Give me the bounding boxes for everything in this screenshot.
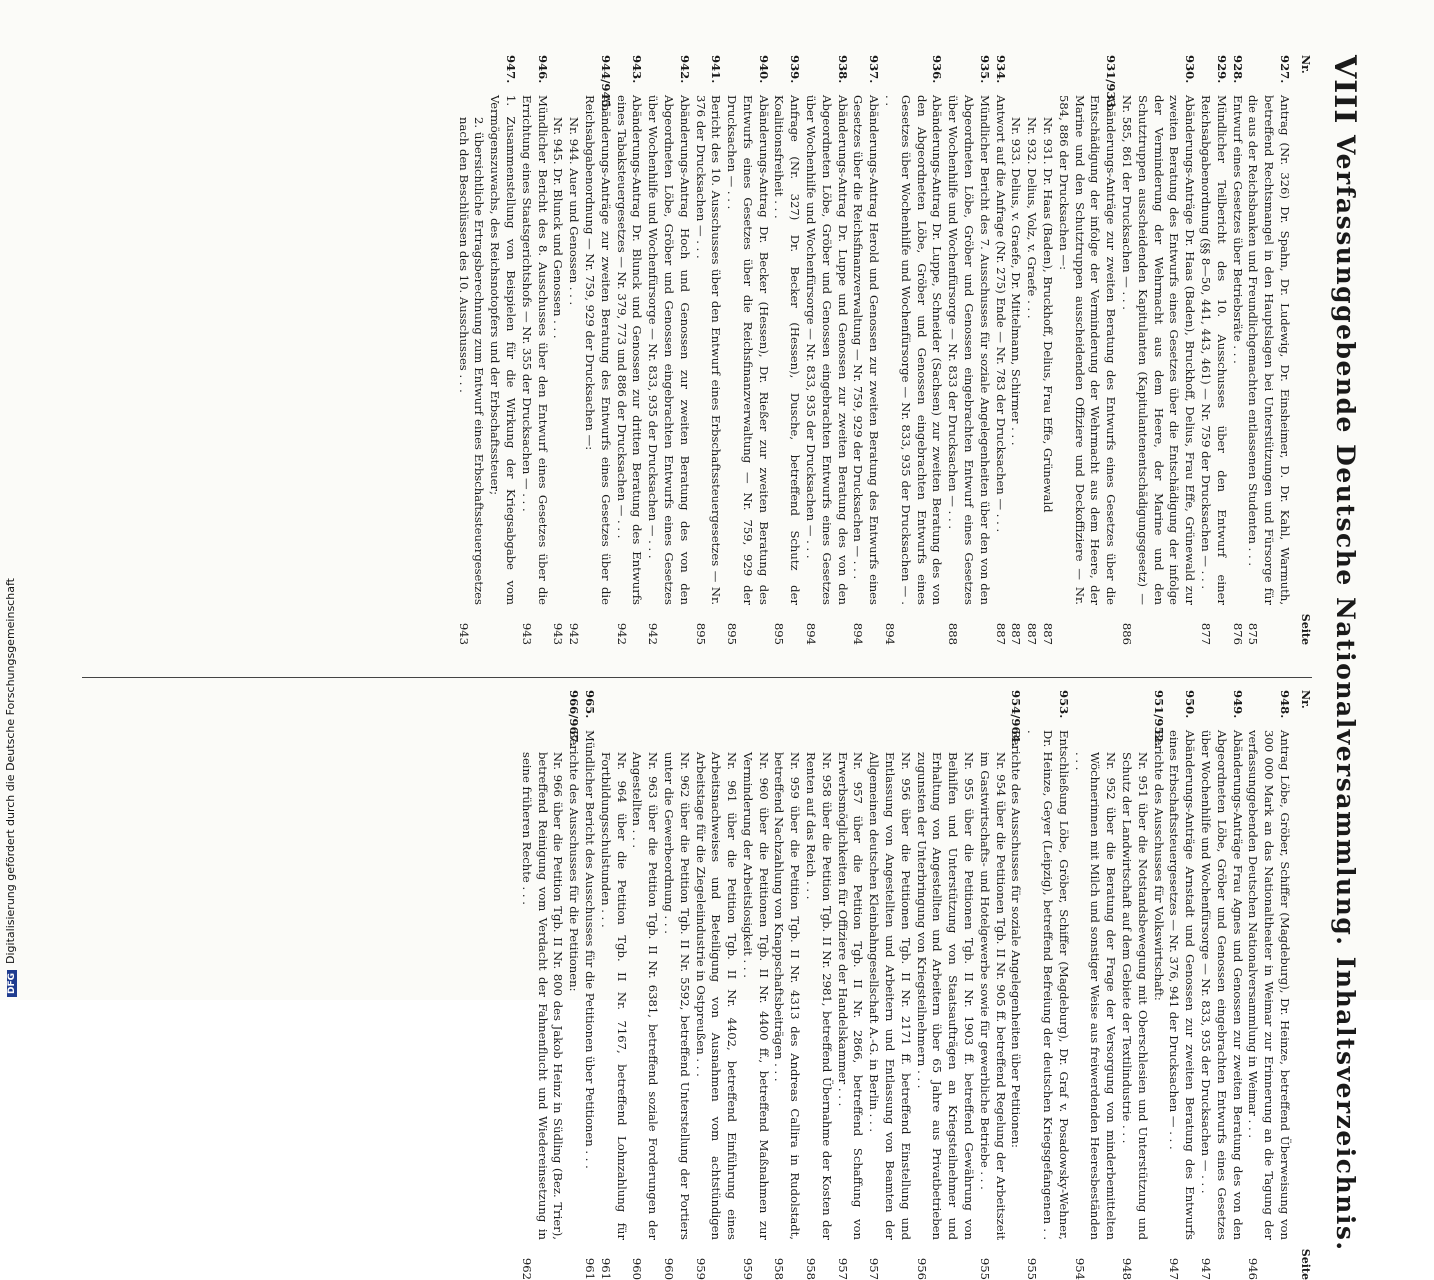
column-divider — [82, 677, 1312, 678]
toc-entry-text: Berichte des Ausschusses für soziale Angelegenheiten über Petitionen: — [1009, 730, 1024, 1148]
toc-entry-page: 959 — [740, 1257, 755, 1280]
toc-entry-number: 947. — [503, 55, 518, 84]
toc-entry-number: 940. — [756, 55, 771, 84]
toc-entry — [518, 690, 565, 1280]
toc-entry — [739, 690, 771, 1280]
toc-entry-page: 942 — [646, 622, 661, 645]
toc-entry-number: 930. — [1183, 55, 1198, 84]
toc-entry-page: 943 — [551, 622, 566, 645]
toc-entry-text: Nr. 945. Dr. Blunck und Genossen . . . — [551, 117, 566, 339]
toc-entry-number: 950. — [1183, 690, 1198, 719]
toc-entry-page: 877 — [1199, 622, 1214, 645]
toc-entry — [913, 690, 976, 1280]
toc-entry-page: 960 — [661, 1257, 676, 1280]
right-column — [82, 690, 1312, 1280]
toc-entry — [865, 690, 912, 1280]
toc-entry — [597, 690, 629, 1280]
toc-entry — [1008, 690, 1024, 1280]
toc-entry-text: 2. übersichtliche Ertragsberechnung zum Entwurf eines Erbschaftssteuergesetzes nach den Beschlüssen des 10. Ausschusses . . . — [456, 117, 487, 605]
toc-entry-page: 894 — [851, 622, 866, 645]
toc-entry — [1150, 690, 1166, 1280]
toc-entry-page: 947 — [1199, 1257, 1214, 1280]
digitization-credit — [4, 0, 17, 997]
toc-entry-page: 960 — [630, 1257, 645, 1280]
rotated-page — [62, 55, 1362, 1280]
toc-entry-text: Mündlicher Bericht des 8. Ausschusses über den Entwurf eines Gesetzes über die Errichtung eines Staatsgerichtshofs — Nr. 355 der Drucksachen — . . . — [519, 95, 550, 605]
toc-entry-text: Abänderungs-Antrag Dr. Luppe, Schneider (Sachsen) zur zweiten Beratung des von den Abgeordneten Löbe, Gröber und Genossen eingebrachten Entwurfs eines Gesetzes über Wochenhilfe und Wochenfürsorge — Nr. 833, 935 der Drucksachen — . . . — [883, 95, 945, 605]
toc-entry-number: 951/952. — [1151, 690, 1166, 747]
toc-entry-text: Nr. 961 über die Petition Tgb. II Nr. 4402, betreffend Einführung eines Arbeitsnachweises und Beteiligung von Ausnahmen vom achtstündigen Arbeitstage für die Ziegeleiindustrie in Ostpreußen . . . — [693, 752, 740, 1240]
toc-entry-number: 942. — [677, 55, 692, 84]
toc-entry — [565, 690, 581, 1280]
toc-entry-text: Abänderungs-Antrag Dr. Blunck und Genossen zur dritten Beratung des Entwurfs eines Tabaksteuergesetzes — Nr. 379, 773 und 886 der Drucksachen — . . . — [614, 95, 645, 605]
column-header — [1298, 690, 1312, 1280]
toc-entry-text: Nr. 959 über die Petition Tgb. II Nr. 4313 des Andreas Callira in Rudolstadt, betreffend Nachzahlung von Knappschaftsbeiträgen . . . — [772, 752, 803, 1240]
toc-entry-number: 939. — [788, 55, 803, 84]
toc-entry-page: 876 — [1230, 622, 1245, 645]
toc-entry-number: 936. — [930, 55, 945, 84]
left-column — [82, 55, 1312, 645]
toc-entry-page: 955 — [977, 1257, 992, 1280]
toc-entry-number: 954/964. — [1009, 690, 1024, 747]
toc-entry-page: 959 — [693, 1257, 708, 1280]
toc-entry-text: Berichte des Ausschusses für die Petitionen: — [567, 730, 582, 992]
toc-entry-text: Anfrage (Nr. 327) Dr. Becker (Hessen), Dusche, betreffend Schutz der Koalitionsfreiheit . . . — [772, 95, 803, 605]
toc-entry-page: 948 — [1120, 1257, 1135, 1280]
toc-entry-text: Abänderungs-Antrag Dr. Becker (Hessen), Dr. Rießer zur zweiten Beratung des Entwurfs eines Gesetzes über die Reichsfinanzverwaltung — Nr. 759, 929 der Drucksachen — . . . — [725, 95, 771, 605]
toc-entry — [644, 55, 691, 645]
toc-entry — [1023, 55, 1039, 645]
toc-entry — [692, 55, 724, 645]
toc-entry-text: Abänderungs-Anträge Frau Agnes und Genossen zur zweiten Beratung des von den Abgeordneten Löbe, Gröber und Genossen eingebrachten Entwurfs eines Gesetzes über Wochenhilfe und Wochenfürsorge — Nr. 833, 935 der Drucksachen — . . . — [1199, 730, 1245, 1240]
toc-entry-page: 895 — [693, 622, 708, 645]
toc-entry-page: 943 — [519, 622, 534, 645]
toc-entry-number: 929. — [1214, 55, 1229, 84]
toc-entry — [1229, 55, 1245, 645]
toc-entry — [1008, 55, 1024, 645]
toc-entry-number: 948. — [1278, 690, 1292, 719]
toc-entry — [1071, 690, 1118, 1280]
toc-entry-page: 946 — [1246, 1257, 1261, 1280]
toc-entry-text: Antrag (Nr. 326) Dr. Spahn, Dr. Ludewig, Dr. Einsheimer, D. Dr. Kahl, Warmuth, betreffend Rechtsmangel in den Hauptslagen bei Unterstützungen und Fürsorge für die aus der Reichsbanken und Freundlichgemachten entlassenen Studenten . . . — [1246, 95, 1292, 605]
toc-entry — [944, 55, 991, 645]
toc-entry — [660, 690, 692, 1280]
toc-entry — [1197, 690, 1244, 1280]
toc-entry-text: Entschließung Löbe, Gröber, Schiffer (Magdeburg), Dr. Graf v. Posadowsky-Wehner, Dr. Heinze, Geyer (Leipzig), betreffend Befreiung der deutschen Kriegsgefangenen . . . — [1025, 730, 1071, 1240]
page-title: Verfassunggebende Deutsche Nationalversammlung. Inhaltsverzeichnis. — [1331, 135, 1360, 1252]
toc-entry — [802, 690, 834, 1280]
toc-entry-number: 946. — [535, 55, 550, 84]
toc-entry-page: 957 — [867, 1257, 882, 1280]
toc-entry — [455, 55, 487, 645]
toc-entry-number: 938. — [835, 55, 850, 84]
toc-entry-text: Mündlicher Bericht des 7. Ausschusses für soziale Angelegenheiten über den von den Abgeordneten Löbe, Gröber und Genossen eingebrachten Entwurf eines Gesetzes über Wochenhilfe und Wochenfürsorge — Nr. 833 der Drucksachen — . . . — [946, 95, 992, 605]
toc-entry-page: 886 — [1120, 622, 1135, 645]
toc-entry — [1039, 55, 1055, 645]
toc-list — [455, 55, 1292, 645]
toc-entry-text: Bericht des 10. Ausschusses über den Entwurf eines Erbschaftssteuergesetzes — Nr. 376 der Drucksachen — . . . — [693, 95, 724, 605]
toc-entry-page: 887 — [1009, 622, 1024, 645]
toc-entry-text: 1. Zusammenstellung von Beispielen für die Wirkung der Kriegsabgabe vom Vermögenszuwachs, des Reichsnotopfers und der Erbschaftssteuer; — [488, 95, 518, 605]
toc-entry-text: Nr. 964 über die Petition Tgb. II Nr. 7167, betreffend Lohnzahlung für Fortbildungsschulstunden . . . — [598, 752, 629, 1240]
toc-entry-page: 957 — [835, 1257, 850, 1280]
toc-entry-text: Abänderungs-Antrag Herold und Genossen zur zweiten Beratung des Entwurfs eines Gesetzes über die Reichsfinanzverwaltung — Nr. 759, 929 der Drucksachen — . . . — [851, 95, 882, 605]
toc-entry — [1055, 55, 1118, 645]
toc-entry-text: Nr. 932. Delius, Volz, v. Graefe . . . — [1025, 117, 1040, 319]
toc-entry — [1245, 690, 1292, 1280]
toc-entry-page: 961 — [582, 1257, 597, 1280]
toc-entry — [1023, 690, 1070, 1280]
toc-entry — [771, 690, 803, 1280]
toc-entry — [581, 690, 597, 1280]
toc-entry-page: 958 — [804, 1257, 819, 1280]
toc-entry-text: Abänderungs-Anträge Arnstadt und Genossen zur zweiten Beratung des Entwurfs eines Erbschaftssteuergesetzes — Nr. 376, 941 der Drucksachen — . . . — [1167, 730, 1198, 1240]
toc-entry — [581, 55, 613, 645]
toc-entry-text: Berichte des Ausschusses für Volkswirtschaft: — [1151, 730, 1166, 1001]
toc-entry-text: Nr. 966 über die Petition Tgb. II Nr. 800 des Jakob Heinz in Südling (Bez. Trier), betreffend Reinigung vom Verdacht der Fahnenflucht und Wiedereinsetzung in seine früheren Rechte . . . — [519, 752, 566, 1240]
toc-entry-page: 962 — [519, 1257, 534, 1280]
page-number-roman: VIII — [1327, 55, 1362, 125]
toc-entry — [834, 690, 866, 1280]
toc-entry-page: 942 — [614, 622, 629, 645]
toc-entry-text: Nr. 956 über die Petitionen Tgb. II Nr. 2171 ff. betreffend Einstellung und Entlassung von Angestellten und Arbeitern und Entlassung von Beamten der Allgemeinen deutschen Kleinbahngesellschaft A.-G. in Berlin . . . — [867, 752, 913, 1240]
toc-entry — [881, 55, 944, 645]
toc-entry-number: 927. — [1278, 55, 1292, 84]
toc-entry — [550, 55, 566, 645]
toc-entry — [629, 690, 661, 1280]
toc-entry — [486, 55, 518, 645]
toc-entry — [976, 690, 1008, 1280]
toc-entry — [1245, 55, 1292, 645]
toc-entry-number: 949. — [1230, 690, 1245, 719]
toc-entry-page: 943 — [456, 622, 471, 645]
toc-entry — [771, 55, 803, 645]
toc-entry-page: 887 — [1025, 622, 1040, 645]
toc-entry-number: 953. — [1056, 690, 1071, 719]
toc-entry-number: 937. — [867, 55, 882, 84]
toc-entry — [518, 55, 550, 645]
toc-entry-page: 895 — [772, 622, 787, 645]
toc-entry-text: Antwort auf die Anfrage (Nr. 275) Ende — Nr. 783 der Drucksachen — . . . — [993, 95, 1008, 533]
toc-entry-page: 895 — [725, 622, 740, 645]
toc-entry-number: 943. — [630, 55, 645, 84]
toc-entry-text: Nr. 931. Dr. Haas (Baden), Bruckhoff, Delius, Frau Effe, Grünewald — [1041, 117, 1056, 513]
digitization-credit-text: Digitalisierung gefördert durch die Deutsche Forschungsgemeinschaft — [4, 578, 17, 964]
toc-entry-text: Nr. 933. Delius, v. Graefe, Dr. Mittelmann, Schirmer . . . — [1009, 117, 1024, 446]
toc-list — [518, 690, 1292, 1280]
toc-entry-text: Abänderungs-Anträge Dr. Haas (Baden), Bruckhoff, Delius, Frau Effe, Grünewald zur zweiten Beratung des Entwurfs eines Gesetzes über die Entschädigung der infolge der Verminderung der Wehrmacht aus dem Heere, der Marine und den Schutztruppen ausscheidenden Kapitulanten (Kapitulantenentschädigungsgesetz) — Nr. 585, 861 der Drucksachen — . . . — [1120, 95, 1198, 605]
toc-entry-text: Nr. 957 über die Petition Tgb. II Nr. 2866, betreffend Schaffung von Erwerbsmöglichkeiten für Offiziere der Handelskammer . . . — [835, 752, 866, 1240]
toc-entry-number: 931/933. — [1104, 55, 1119, 112]
toc-entry-page: 894 — [883, 622, 898, 645]
toc-entry-text: Nr. 952 über die Beratung der Frage der Versorgung von minderbemittelten Wöchnerinnen mit Milch und sonstiger Weise aus freiwerdenden Heeresbeständen . . . — [1072, 752, 1119, 1241]
toc-entry-text: Mündlicher Bericht des Ausschusses für die Petitionen über Petitionen . . . — [582, 730, 597, 1169]
toc-entry-number: 934. — [993, 55, 1008, 84]
toc-entry-text: Nr. 951 über die Notstandsbewegung mit Oberschlesien und Unterstützung und Schutz der Landwirtschaft auf dem Gebiete der Textilindustrie . . . — [1120, 752, 1150, 1240]
toc-entry-text: Entwurf eines Gesetzes über Betriebsräte . . . — [1230, 95, 1245, 364]
toc-entry-text: Mündlicher Teilbericht des 10. Ausschusses über den Entwurf einer Reichsabgabenordnung (§§ 8—50, 441, 443, 461) — Nr. 759 der Drucksachen — . . . — [1199, 95, 1229, 605]
toc-entry — [802, 55, 849, 645]
toc-entry-page: 888 — [946, 622, 961, 645]
toc-entry-text: Nr. 954 über die Petitionen Tgb. II Nr. 905 ff. betreffend Regelung der Arbeitszeit im Gastwirtschafts- und Hotelgewerbe sowie für gewerbliche Betriebe . . . — [977, 752, 1008, 1240]
toc-entry — [613, 55, 645, 645]
toc-entry — [850, 55, 882, 645]
toc-entry-number: 941. — [709, 55, 724, 84]
toc-entry-page: 894 — [804, 622, 819, 645]
toc-entry-text: Nr. 962 über die Petition Tgb. II Nr. 5592, betreffend Unterstellung der Portiers unter die Gewerbeordnung . . . — [661, 752, 692, 1240]
toc-entry-page: 956 — [914, 1257, 929, 1280]
toc-entry-text: Abänderungs-Anträge zur zweiten Beratung des Entwurfs eines Gesetzes über die Reichsabgabenordnung — Nr. 759, 929 der Drucksachen —: — [582, 95, 613, 605]
toc-entry — [1118, 55, 1197, 645]
toc-entry-page: 958 — [772, 1257, 787, 1280]
column-header-nr: Nr. — [1299, 690, 1312, 709]
toc-entry-text: Abänderungs-Antrag Dr. Luppe und Genossen zur zweiten Beratung des von den Abgeordneten Löbe, Gröber und Genossen eingebrachten Entwurfs eines Gesetzes über Wochenhilfe und Wochenfürsorge — Nr. 833, 935 der Drucksachen — . . . — [804, 95, 850, 605]
column-header-seite: Seite — [1299, 613, 1312, 645]
toc-entry-number: 928. — [1230, 55, 1245, 84]
dfg-logo: DFG — [7, 970, 17, 997]
toc-entry-number: 944/945. — [598, 55, 613, 112]
toc-entry-text: Nr. 955 über die Petitionen Tgb. II Nr. 1903 ff. betreffend Gewährung von Beihilfen und Unterstützung von Staatsaufträgen an Kriegsteilnehmer und Erhaltung von Angestellten und Arbeitern über 65 Jahre aus Privatbetrieben zugunsten der Unterbringung von Kriegsteilnehmern . . . — [914, 752, 977, 1240]
toc-entry-page: 955 — [1025, 1257, 1040, 1280]
toc-entry-text: Nr. 958 über die Petition Tgb. II Nr. 2981, betreffend Übernahme der Kosten der Renten auf das Reich . . . — [804, 752, 834, 1240]
toc-entry — [692, 690, 739, 1280]
toc-entry-number: 935. — [977, 55, 992, 84]
toc-entry — [1118, 690, 1150, 1280]
toc-entry — [565, 55, 581, 645]
toc-entry-text: Abänderungs-Antrag Hoch und Genossen zur zweiten Beratung des von den Abgeordneten Löbe, Gröber und Genossen eingebrachten Entwurfs eines Gesetzes über Wochenhilfe und Wochenfürsorge — Nr. 833, 935 der Drucksachen — . . . — [646, 95, 692, 605]
toc-entry-page: 954 — [1072, 1257, 1087, 1280]
toc-entry-page: 947 — [1167, 1257, 1182, 1280]
column-header-seite: Seite — [1299, 1248, 1312, 1280]
column-header — [1298, 55, 1312, 645]
toc-entry-text: Nr. 944. Auer und Genossen . . . — [567, 117, 582, 306]
toc-entry-page: 961 — [598, 1257, 613, 1280]
column-header-nr: Nr. — [1299, 55, 1312, 74]
toc-entry — [992, 55, 1008, 645]
toc-entry-text: Antrag Löbe, Gröber, Schiffer (Magdeburg), Dr. Heinze, betreffend Überweisung von 300 000 Mark an das Nationaltheater in Weimar zur Erinnerung an die Tagung der verfassunggebenden Deutschen Nationalversammlung in Weimar . . . — [1246, 730, 1292, 1240]
toc-entry-page: 887 — [993, 622, 1008, 645]
toc-entry — [1166, 690, 1198, 1280]
toc-entry — [1197, 55, 1229, 645]
toc-entry-text: Nr. 960 über die Petitionen Tgb. II Nr. 4400 ff., betreffend Maßnahmen zur Verminderung der Arbeitslosigkeit . . . — [740, 752, 771, 1240]
toc-entry-number: 965. — [582, 690, 597, 719]
toc-entry — [723, 55, 770, 645]
toc-entry-page: 875 — [1246, 622, 1261, 645]
toc-entry-page: 942 — [567, 622, 582, 645]
toc-entry-page: 887 — [1041, 622, 1056, 645]
toc-entry-text: Nr. 963 über die Petition Tgb. II Nr. 6381, betreffend soziale Forderungen der Angestellten . . . — [630, 752, 661, 1240]
toc-entry-number: 966/967. — [567, 690, 582, 747]
toc-entry-text: Abänderungs-Anträge zur zweiten Beratung des Entwurfs eines Gesetzes über die Entschädigung der infolge der Verminderung der Wehrmacht aus dem Heere, der Marine und den Schutztruppen ausscheidenden Offiziere und Deckoffiziere — Nr. 584, 886 der Drucksachen —: — [1056, 95, 1119, 605]
